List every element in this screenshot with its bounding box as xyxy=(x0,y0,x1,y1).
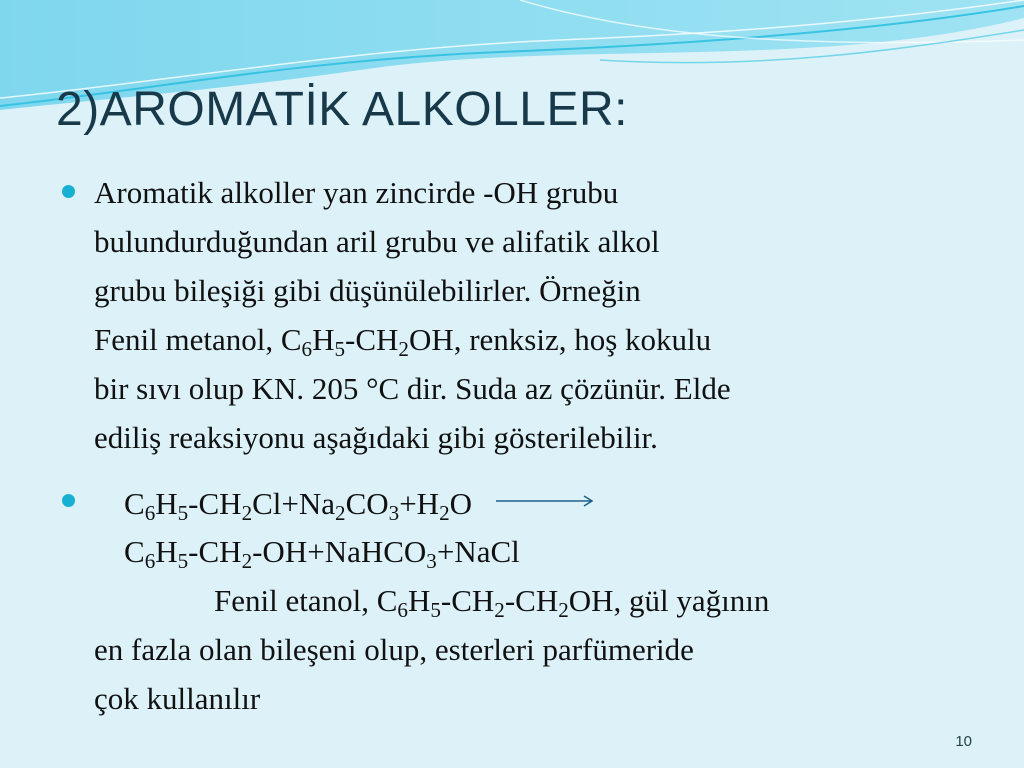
text-line: ediliş reaksiyonu aşağıdaki gibi gösterilebilir. xyxy=(94,420,658,455)
text-line: çok kullanılır xyxy=(94,681,261,716)
bullet-dot-icon xyxy=(62,494,75,507)
reaction-reactants xyxy=(94,472,992,536)
text-line: en fazla olan bileşeni olup, esterleri parfümeride xyxy=(94,632,694,667)
subscript: 5 xyxy=(334,336,345,361)
formula-reactants: $C_6H_5-CH_2Cl+Na_2CO_3+H_2O$ xyxy=(124,486,473,525)
bullet-paragraph-aromatic-alcohols xyxy=(62,168,992,462)
text-segment: H xyxy=(312,322,335,357)
text-line: bir sıvı olup KN. 205 °C dir. Suda az çözünür. Elde xyxy=(94,371,731,406)
subscript: 2 xyxy=(398,336,409,361)
subscript: 6 xyxy=(301,336,313,361)
text-line: bulundurduğundan aril grubu ve alifatik alkol xyxy=(94,224,660,259)
text-segment: -CH xyxy=(345,322,399,357)
slide-title: 2)AROMATİK ALKOLLER: xyxy=(56,83,628,136)
formula-products: $C_6H_5-CH_2-OH+NaHCO_3+NaCl$ xyxy=(124,534,520,573)
text-line: Aromatik alkoller yan zincirde -OH grubu xyxy=(94,175,619,210)
text-line: grubu bileşiği gibi düşünülebilirler. Örneğin xyxy=(94,273,641,308)
text-line-formula xyxy=(94,322,712,361)
text-line-formula: Fenil etanol, $C_6H_5-CH_2-CH_2OH$, gül yağının xyxy=(214,583,770,622)
page-number: 10 xyxy=(955,733,972,750)
bullet-paragraph-reaction xyxy=(62,472,992,723)
slide-content xyxy=(62,168,992,723)
reaction-arrow-icon xyxy=(496,494,596,508)
text-segment: OH, renksiz, hoş kokulu xyxy=(408,322,712,357)
text-segment: Fenil metanol, C xyxy=(94,322,302,357)
bullet-dot-icon xyxy=(62,185,75,198)
